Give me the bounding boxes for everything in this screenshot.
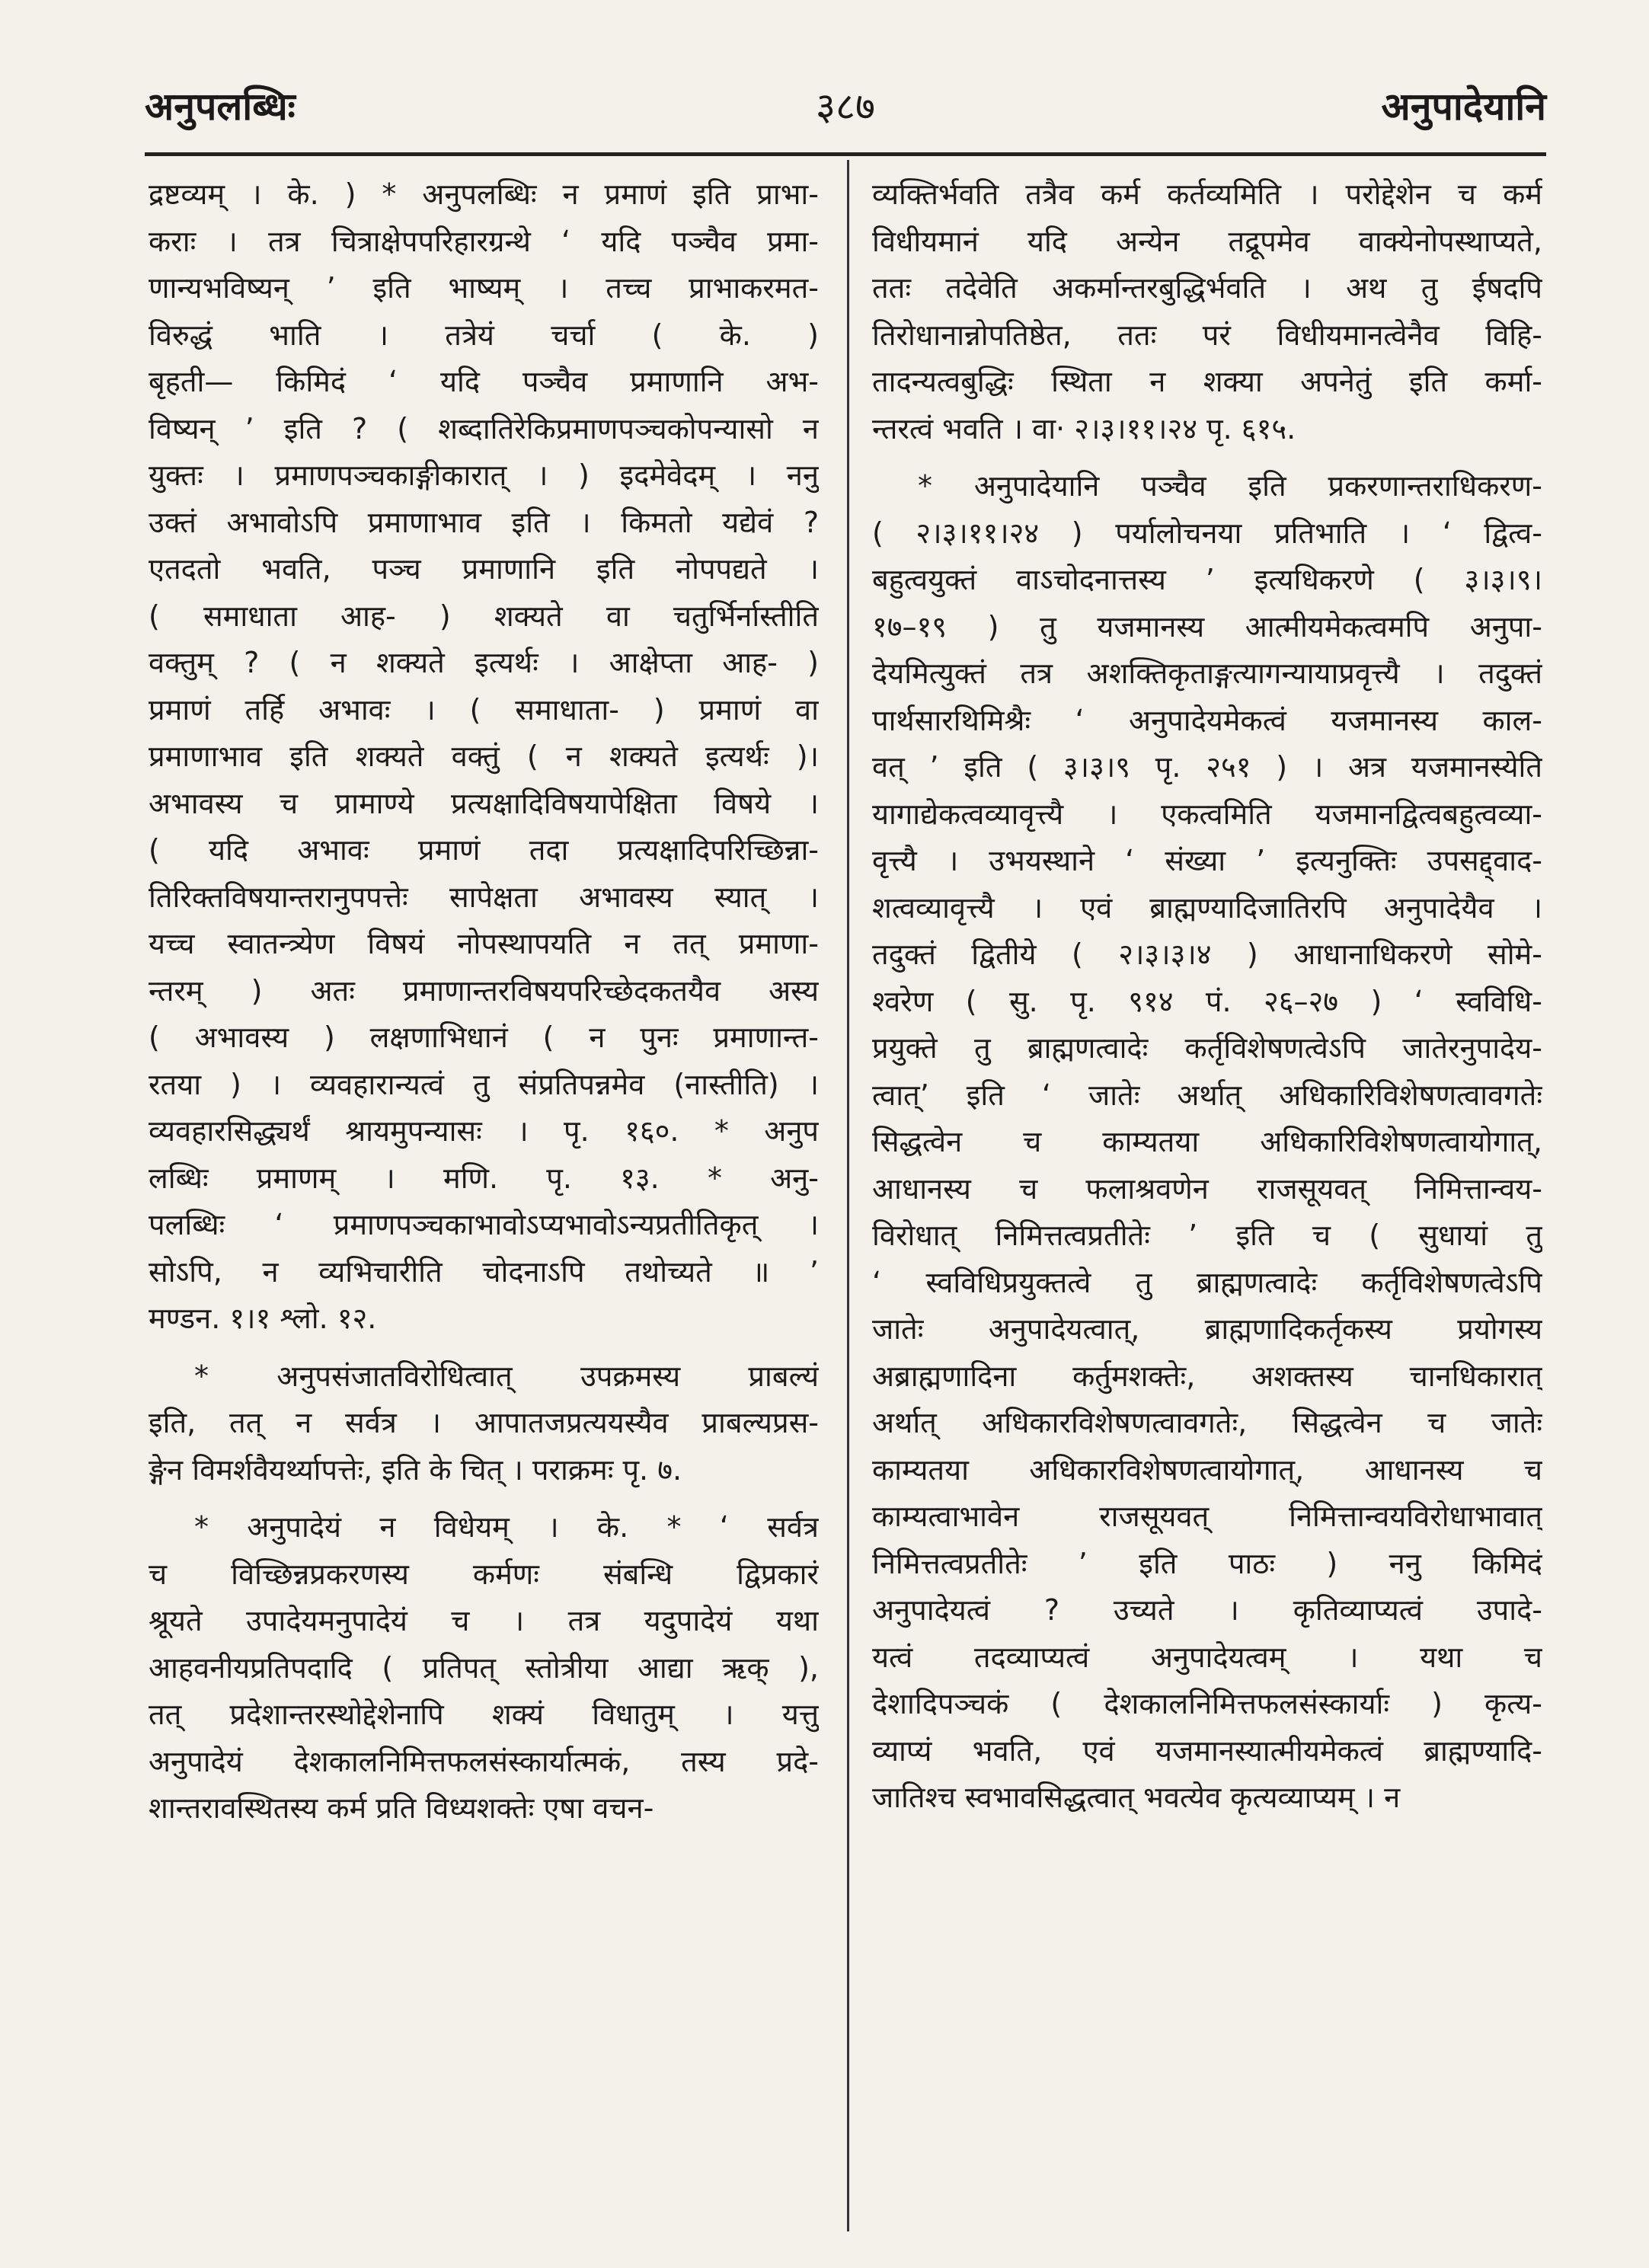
text-line: श्वरेण ( सु. पृ. ९१४ पं. २६–२७ ) ‘ स्वविधि-	[872, 984, 1542, 1018]
text-line: बृहती— किमिदं ‘ यदि पञ्चैव प्रमाणानि अभ-	[149, 365, 819, 398]
text-line: व्यक्तिर्भवति तत्रैव कर्म कर्तव्यमिति । परोद्देशेन च कर्म	[872, 177, 1542, 211]
text-line: ( २।३।११।२४ ) पर्यालोचनया प्रतिभाति । ‘ द्वित्व-	[872, 516, 1542, 550]
text-line: अब्राह्मणादिना कर्तुमशक्तेः, अशक्तस्य चानधिकारात्	[872, 1359, 1542, 1393]
text-line: पलब्धिः ‘ प्रमाणपञ्चकाभावोऽप्यभावोऽन्यप्रतीतिकृत् ।	[149, 1208, 819, 1241]
left-column	[149, 171, 819, 1832]
text-line: तिरोधानान्नोपतिष्ठेत, ततः परं विधीयमानत्वेनैव विहि-	[872, 318, 1542, 352]
text-line: आहवनीयप्रतिपदादि ( प्रतिपत् स्तोत्रीया आद्या ऋक् ),	[149, 1650, 819, 1685]
text-line: वत् ’ इति ( ३।३।९ पृ. २५१ ) । अत्र यजमानस्येति	[872, 750, 1542, 784]
text-line: ततः तदेवेति अकर्मान्तरबुद्धिर्भवति । अथ तु ईषदपि	[872, 271, 1542, 305]
text-line: तिरिक्तविषयान्तरानुपपत्तेः सापेक्षता अभावस्य स्यात् ।	[149, 880, 819, 914]
text-line: १७–१९ ) तु यजमानस्य आत्मीयमेकत्वमपि अनुपा-	[872, 609, 1542, 644]
text-line: यागाद्येकत्वव्यावृत्त्यै । एकत्वमिति यजमानद्वित्वबहुत्वव्या-	[872, 797, 1542, 831]
text-line: कराः । तत्र चित्राक्षेपपरिहारग्रन्थे ‘ यदि पञ्चैव प्रमा-	[149, 224, 819, 258]
text-line: व्यवहारसिद्ध्यर्थं श्रायमुपन्यासः । पृ. १६०. * अनुप	[149, 1114, 819, 1148]
text-line: पार्थसारथिमिश्रैः ‘ अनुपादेयमेकत्वं यजमानस्य काल-	[872, 703, 1542, 737]
text-line: ‘ स्वविधिप्रयुक्तत्वे तु ब्राह्मणत्वादेः कर्तृविशेषणत्वेऽपि	[872, 1265, 1542, 1299]
column-divider	[847, 160, 849, 2231]
text-line: च विच्छिन्नप्रकरणस्य कर्मणः संबन्धि द्विप्रकारं	[149, 1557, 819, 1591]
text-line: * अनुपादेयानि पञ्चैव इति प्रकरणान्तराधिकरण-	[918, 469, 1542, 503]
text-line: प्रमाणाभाव इति शक्यते वक्तुं ( न शक्यते इत्यर्थः )।	[149, 739, 819, 773]
text-line: अनुपादेयत्वं ? उच्यते । कृतिव्याप्यत्वं उपादे-	[872, 1593, 1542, 1627]
text-line: ङ्गेन विमर्शवैयर्थ्यापत्तेः, इति के चित् । पराक्रमः पृ. ७.	[149, 1452, 682, 1487]
text-line: प्रयुक्ते तु ब्राह्मणत्वादेः कर्तृविशेषणत्वेऽपि जातेरनुपादेय-	[872, 1031, 1542, 1065]
text-line: वक्तुम् ? ( न शक्यते इत्यर्थः । आक्षेप्ता आह- )	[149, 646, 819, 679]
text-line: यच्च स्वातन्त्र्येण विषयं नोपस्थापयति न तत् प्रमाणा-	[149, 927, 819, 960]
text-line: ( यदि अभावः प्रमाणं तदा प्रत्यक्षादिपरिच्छिन्ना-	[149, 833, 819, 867]
text-line: रतया ) । व्यवहारान्यत्वं तु संप्रतिपन्नमेव (नास्तीति) ।	[149, 1067, 819, 1101]
text-line: सोऽपि, न व्यभिचारीति चोदनाऽपि तथोच्यते ॥ ’	[149, 1254, 819, 1289]
text-line: इति, तत् न सर्वत्र । आपातजप्रत्ययस्यैव प्राबल्यप्रस-	[149, 1406, 819, 1439]
text-line: मण्डन. १।१ श्लो. १२.	[149, 1302, 377, 1335]
header-rule	[145, 152, 1546, 156]
text-line: न्तरम् ) अतः प्रमाणान्तरविषयपरिच्छेदकतयैव अस्य	[149, 973, 819, 1008]
text-line: युक्तः । प्रमाणपञ्चकाङ्गीकारात् । ) इदमेवेदम् । ननु	[149, 458, 819, 492]
text-line: विरोधात् निमित्तत्वप्रतीतेः ’ इति च ( सुधायां तु	[872, 1219, 1542, 1252]
running-head-right: अनुपादेयानि	[1381, 85, 1546, 129]
right-column	[872, 171, 1542, 1822]
text-line: लब्धिः प्रमाणम् । मणि. पृ. १३. * अनु-	[149, 1161, 819, 1195]
text-line: शान्तरावस्थितस्य कर्म प्रति विध्यशक्तेः एषा वचन-	[149, 1791, 654, 1825]
text-line: तत् प्रदेशान्तरस्थोद्देशेनापि शक्यं विधातुम् । यत्तु	[149, 1698, 819, 1731]
text-line: * अनुपादेयं न विधेयम् । के. * ‘ सर्वत्र	[194, 1510, 819, 1544]
text-line: ( अभावस्य ) लक्षणाभिधानं ( न पुनः प्रमाणान्त-	[149, 1021, 819, 1054]
text-line: विधीयमानं यदि अन्येन तद्रूपमेव वाक्येनोपस्थाप्यते,	[872, 224, 1542, 258]
text-line: काम्यतया अधिकारविशेषणत्वायोगात्, आधानस्य च	[872, 1452, 1542, 1487]
text-line: अर्थात् अधिकारविशेषणत्वावगतेः, सिद्धत्वेन च जातेः	[872, 1406, 1542, 1439]
page-header	[145, 76, 1546, 137]
text-line: निमित्तत्वप्रतीतेः ’ इति पाठः ) ननु किमिदं	[872, 1546, 1542, 1580]
text-line: वृत्त्यै । उभयस्थाने ‘ संख्या ’ इत्यनुक्तिः उपसद्द्वाद-	[872, 844, 1542, 877]
text-line: विरुद्धं भाति । तत्रेयं चर्चा ( के. )	[149, 318, 819, 352]
text-line: बहुत्वयुक्तं वाऽचोदनात्तस्य ’ इत्यधिकरणे ( ३।३।९।	[872, 563, 1542, 596]
text-line: अनुपादेयं देशकालनिमित्तफलसंस्कार्यात्मकं, तस्य प्रदे-	[149, 1744, 819, 1778]
text-line: विष्यन् ’ इति ? ( शब्दातिरेकिप्रमाणपञ्चकोपन्यासो न	[149, 411, 819, 446]
text-line: शत्वव्यावृत्त्यै । एवं ब्राह्मण्यादिजातिरपि अनुपादेयैव ।	[872, 890, 1542, 925]
text-line: यत्वं तदव्याप्यत्वं अनुपादेयत्वम् । यथा च	[872, 1640, 1542, 1674]
text-line: द्रष्टव्यम् । के. ) * अनुपलब्धिः न प्रमाणं इति प्राभा-	[149, 177, 819, 211]
text-line: * अनुपसंजातविरोधित्वात् उपक्रमस्य प्राबल्यं	[194, 1359, 819, 1393]
text-line: देयमित्युक्तं तत्र अशक्तिकृताङ्गत्यागन्यायाप्रवृत्त्यै । तदुक्तं	[872, 656, 1542, 690]
text-line: जातिश्च स्वभावसिद्धत्वात् भवत्येव कृत्यव्याप्यम् । न	[872, 1781, 1401, 1814]
text-line: काम्यत्वाभावेन राजसूयवत् निमित्तान्वयविरोधाभावात्	[872, 1500, 1542, 1533]
text-line: त्वात्’ इति ‘ जातेः अर्थात् अधिकारिविशेषणत्वावगतेः	[872, 1078, 1542, 1112]
running-head-left: अनुपलब्धिः	[145, 85, 296, 129]
text-line: व्याप्यं भवति, एवं यजमानस्यात्मीयमेकत्वं ब्राह्मण्यादि-	[872, 1733, 1542, 1768]
text-line: देशादिपञ्चकं ( देशकालनिमित्तफलसंस्कार्याः ) कृत्य-	[872, 1687, 1542, 1720]
text-line: तादन्यत्वबुद्धिः स्थिता न शक्या अपनेतुं इति कर्मा-	[872, 365, 1542, 398]
text-line: ( समाधाता आह- ) शक्यते वा चतुर्भिर्नास्तीति	[149, 599, 819, 633]
text-line: सिद्धत्वेन च काम्यतया अधिकारिविशेषणत्वायोगात्,	[872, 1125, 1542, 1158]
page-number: ३८७	[816, 85, 875, 129]
text-line: तदुक्तं द्वितीये ( २।३।३।४ ) आधानाधिकरणे सोमे-	[872, 938, 1542, 971]
text-line: प्रमाणं तर्हि अभावः । ( समाधाता- ) प्रमाणं वा	[149, 692, 819, 727]
text-line: न्तरत्वं भवति । वा· २।३।११।२४ पृ. ६१५.	[872, 411, 1296, 446]
text-line: आधानस्य च फलाश्रवणेन राजसूयवत् निमित्तान्वय-	[872, 1171, 1542, 1206]
text-line: णान्यभविष्यन् ’ इति भाष्यम् । तच्च प्राभाकरमत-	[149, 271, 819, 305]
text-line: श्रूयते उपादेयमनुपादेयं च । तत्र यदुपादेयं यथा	[149, 1604, 819, 1637]
text-line: अभावस्य च प्रामाण्ये प्रत्यक्षादिविषयापेक्षिता विषये ।	[149, 786, 819, 820]
text-line: जातेः अनुपादेयत्वात्, ब्राह्मणादिकर्तृकस्य प्रयोगस्य	[872, 1312, 1542, 1346]
text-line: उक्तं अभावोऽपि प्रमाणाभाव इति । किमतो यद्येवं ?	[149, 505, 819, 539]
text-line: एतदतो भवति, पञ्च प्रमाणानि इति नोपपद्यते ।	[149, 552, 819, 586]
